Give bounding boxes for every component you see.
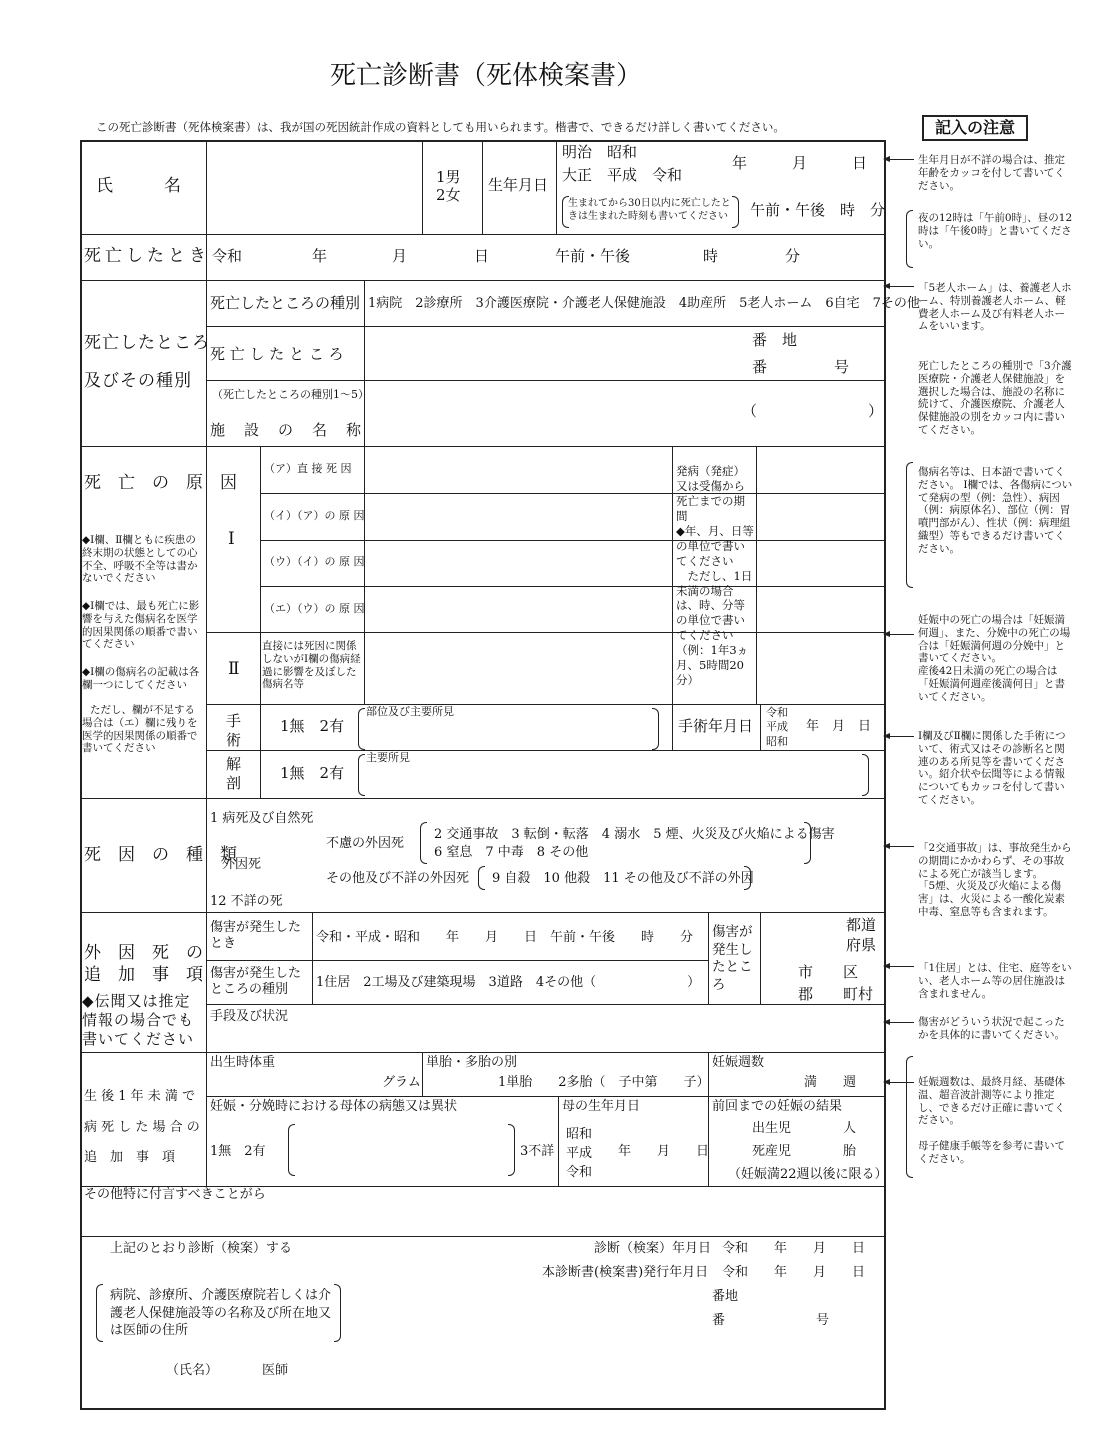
- cause-ii-field[interactable]: [366, 634, 670, 702]
- name-field[interactable]: [202, 141, 422, 233]
- accident-label: 不慮の外因死: [326, 836, 405, 851]
- birth-eras-1[interactable]: 明治 昭和: [562, 143, 638, 161]
- birth-ymd[interactable]: 年 月 日: [732, 154, 868, 172]
- note-nursing-home: 「5老人ホーム」は、養護老人ホーム、特別養護老人ホーム、軽費老人ホーム及び有料老人ホームをいいます。: [918, 282, 1072, 333]
- note-facility: 死亡したところの種別で「3介護医療院・介護老人保健施設」を選択した場合は、施設の名称に続けて、介護医療院、介護老人保健施設の別をカッコ内に書いてください。: [918, 360, 1072, 436]
- injury-time-value[interactable]: 令和・平成・昭和 年 月 日 午前・午後 時 分: [316, 930, 694, 945]
- death-place-type-label: 死亡したところの種別: [210, 294, 361, 312]
- doctor-label: 医師: [262, 1363, 289, 1378]
- death-place-address-field[interactable]: [366, 328, 746, 378]
- sex-options[interactable]: 1男 2女: [436, 168, 461, 204]
- born-time[interactable]: 午前・午後 時 分: [750, 201, 886, 219]
- autopsy-findings-field[interactable]: [366, 766, 860, 794]
- other-label: その他特に付言すべきことがら: [84, 1187, 266, 1202]
- infant-label: 生 後 1 年 未 満 で 病 死 し た 場 合 の 追 加 事 項: [84, 1089, 200, 1166]
- prev-live-birth[interactable]: 出生児 人: [752, 1121, 857, 1136]
- banchi-label: 番 地: [752, 331, 798, 349]
- mother-birth-ymd[interactable]: 年 月 日: [618, 1144, 710, 1159]
- surgery-options[interactable]: 1無 2有: [280, 717, 345, 735]
- issue-date-label: 本診断書(検案書)発行年月日: [542, 1265, 709, 1280]
- death-place-label-1: 死亡したところ: [84, 333, 210, 353]
- cause-type-external: 外因死: [222, 857, 262, 872]
- birth-weight-unit[interactable]: グラム: [382, 1075, 421, 1090]
- hospital-note: 病院、診療所、介護医療院若しくは介護老人保健施設等の名称及び所在地又は医師の住所: [110, 1288, 332, 1339]
- birth-label: 生年月日: [488, 176, 549, 194]
- surgery-date-label: 手術年月日: [678, 717, 754, 735]
- note-method: 傷害がどういう状況で起こったかを具体的に書いてください。: [918, 1016, 1065, 1041]
- note-residence: 「1住居」とは、住宅、庭等をいい、老人ホーム等の居住施設は含まれません。: [918, 962, 1072, 1000]
- other-external-options[interactable]: 9 自殺 10 他殺 11 その他及び不詳の外因: [492, 871, 754, 886]
- hospital-address-field[interactable]: [356, 1284, 696, 1340]
- injury-pref[interactable]: 都道 府県: [846, 916, 877, 954]
- cause-c-field[interactable]: [366, 542, 670, 585]
- cause-note-2: ◆Ⅰ欄では、最も死亡に影響を与えた傷病名を医学的因果関係の順番で書いてください: [82, 600, 200, 651]
- death-minute[interactable]: 分: [785, 247, 801, 265]
- note-arrow: [884, 846, 914, 847]
- note-arrow: [884, 1022, 914, 1023]
- death-era[interactable]: 令和: [212, 247, 243, 265]
- cause-roman-1: Ⅰ: [228, 529, 235, 549]
- facility-paren-close: ）: [868, 402, 884, 420]
- cause-type-label: 死 因 の 種 類: [84, 845, 237, 865]
- surgery-findings-field[interactable]: [366, 720, 650, 748]
- go-label: 号: [834, 358, 850, 376]
- cause-type-natural[interactable]: 1 病死及び自然死: [210, 811, 314, 826]
- injury-time-label: 傷害が発生したとき: [210, 920, 302, 952]
- surgery-eras[interactable]: 令和 平成 昭和: [766, 706, 788, 748]
- method-field[interactable]: [210, 1026, 880, 1050]
- cause-type-unknown[interactable]: 12 不詳の死: [210, 894, 283, 909]
- multiple-label: 単胎・多胎の別: [426, 1055, 518, 1070]
- injury-city[interactable]: 市 区 郡 町村: [798, 963, 874, 1003]
- death-hour[interactable]: 時: [703, 247, 719, 265]
- sign-ban: 番: [712, 1313, 726, 1328]
- accident-options-1[interactable]: 2 交通事故 3 転倒・転落 4 溺水 5 煙、火災及び火焔による傷害: [434, 827, 835, 842]
- period-note: 発病（発症）又は受傷から死亡までの期間 ◆年、月、日等の単位で書いてください ただし、1日未満の場合は、時、分等の単位で書いてください （例：1年3ヵ月、5時間20分）: [676, 464, 754, 688]
- mother-birth-label: 母の生年月日: [562, 1099, 641, 1114]
- accident-options-2[interactable]: 6 窒息 7 中毒 8 その他: [434, 845, 589, 860]
- birth-weight-label: 出生時体重: [210, 1055, 276, 1070]
- multiple-options[interactable]: 1単胎 2多胎（ 子中第 子）: [498, 1075, 710, 1090]
- note-arrow: [884, 736, 914, 737]
- facility-label: 施 設 の 名 称: [210, 421, 364, 439]
- mother-birth-eras[interactable]: 昭和 平成 令和: [566, 1127, 593, 1180]
- cause-d-field[interactable]: [366, 588, 670, 631]
- note-traffic: 「2交通事故」は、事故発生からの期間にかかわらず、その事故による死亡が該当します。 「5煙、火災及び火焔による傷害」は、火災による一酸化炭素中毒、窒息等も含まれます。: [918, 842, 1072, 918]
- death-ampm[interactable]: 午前・午後: [555, 247, 631, 265]
- cause-roman-2: Ⅱ: [228, 659, 240, 679]
- prev-stillbirth[interactable]: 死産児 胎: [752, 1144, 857, 1159]
- mother-condition-field[interactable]: [296, 1124, 506, 1174]
- note-arrow: [884, 966, 914, 967]
- external-label: 外 因 死 の 追 加 事 項: [84, 943, 203, 986]
- surgery-label: 手 術: [226, 712, 242, 749]
- prev-pregnancy-label: 前回までの妊娠の結果: [712, 1099, 843, 1114]
- name-label: 氏 名: [96, 176, 181, 196]
- facility-note: （死亡したところの種別1～5）: [212, 388, 369, 401]
- death-time-label: 死亡したとき: [84, 246, 210, 266]
- death-place-type-options[interactable]: 1病院 2診療所 3介護医療院・介護老人保健施設 4助産所 5老人ホーム 6自宅 7その他: [368, 296, 920, 311]
- gestation-weeks-unit[interactable]: 満 週: [804, 1075, 857, 1090]
- note-birth: 生年月日が不詳の場合は、推定年齢をカッコを付して書いてください。: [918, 154, 1065, 192]
- other-external-label: その他及び不詳の外因死: [326, 871, 470, 886]
- diagnosis-date-label: 診断（検案）年月日: [594, 1241, 712, 1256]
- cause-note-4: ただし、欄が不足する場合は（エ）欄に残りを医学的因果関係の順番で書いてください: [82, 704, 198, 755]
- cause-label: 死 亡 の 原 因: [84, 473, 237, 493]
- autopsy-options[interactable]: 1無 2有: [280, 764, 345, 782]
- issue-date-value[interactable]: 令和 年 月 日: [722, 1265, 866, 1280]
- death-place-label-2: 及びその種別: [84, 371, 192, 391]
- injury-place-label: 傷害が発生したところの種別: [210, 966, 302, 998]
- cause-a-label: （ア）直 接 死 因: [264, 462, 352, 475]
- death-year[interactable]: 年: [312, 247, 328, 265]
- born-note: 生まれてから30日以内に死亡したと きは生まれた時刻も書いてください: [568, 198, 731, 222]
- cause-a-field[interactable]: [366, 448, 670, 492]
- facility-paren-open: （: [742, 402, 758, 420]
- cause-d-label: （エ）（ウ）の 原 因: [264, 602, 365, 615]
- cause-c-label: （ウ）（イ）の 原 因: [264, 555, 365, 568]
- cause-b-field[interactable]: [366, 495, 670, 539]
- note-pregnancy: 妊娠中の死亡の場合は「妊娠満何週」、また、分娩中の死亡の場合は「妊娠満何週の分娩中」と書いてください。 産後42日未満の死亡の場合は「妊娠満何週産後満何日」と書いてください。: [918, 614, 1071, 703]
- cause-b-label: （イ）（ア）の 原 因: [264, 509, 365, 522]
- diagnosis-date-value[interactable]: 令和 年 月 日: [722, 1241, 866, 1256]
- guide-label: 記入の注意: [922, 115, 1028, 141]
- birth-eras-2[interactable]: 大正 平成 令和: [562, 166, 683, 184]
- sign-banchi: 番地: [712, 1289, 739, 1304]
- note-surgery: Ⅰ欄及びⅡ欄に関係した手術について、術式又はその診断名と関連のある所見等を書いてください。紹介状や伝聞等による情報についてもカッコを付して書いてください。: [918, 730, 1066, 806]
- note-arrow: [884, 286, 914, 287]
- mother-condition-label: 妊娠・分娩時における母体の病態又は異状: [210, 1099, 458, 1114]
- note-arrow: [884, 634, 914, 635]
- doctor-name-label: （氏名）: [166, 1363, 219, 1378]
- cause-ii-note: 直接には死因に関係しないがⅠ欄の傷病経過に影響を及ぼした傷病名等: [262, 640, 361, 691]
- facility-name-field[interactable]: [366, 384, 876, 444]
- injury-place-options[interactable]: 1住居 2工場及び建築現場 3道路 4その他（ ）: [316, 975, 701, 990]
- autopsy-findings-label: 主要所見: [366, 751, 410, 764]
- note-arrow: [884, 159, 914, 160]
- method-label: 手段及び状況: [210, 1009, 289, 1024]
- death-place-address-label: 死 亡 し た と こ ろ: [210, 345, 344, 363]
- note-gestation: 妊娠週数は、最終月経、基礎体温、超音波計測等により推定し、できるだけ正確に書いてください。 母子健康手帳等を参考に書いてください。: [918, 1076, 1065, 1165]
- page-title: 死亡診断書（死体検案書）: [330, 61, 643, 91]
- note-arrow: [884, 1082, 914, 1083]
- note-midnight: 夜の12時は「午前0時」、昼の12時は「午後0時」と書いてください。: [918, 212, 1073, 250]
- signature-statement: 上記のとおり診断（検案）する: [110, 1241, 293, 1256]
- external-note: ◆伝聞又は推定情報の場合でも書いてください: [82, 992, 195, 1048]
- sign-go: 号: [816, 1313, 830, 1328]
- intro-text: この死亡診断書（死体検案書）は、我が国の死因統計作成の資料としても用いられます。楷書で、できるだけ詳しく書いてください。: [96, 120, 785, 134]
- mother-condition-opts[interactable]: 1無 2有: [210, 1144, 266, 1159]
- surgery-ymd[interactable]: 年 月 日: [806, 719, 872, 734]
- doctor-name-field[interactable]: [214, 1358, 254, 1382]
- death-day[interactable]: 日: [474, 247, 490, 265]
- other-field[interactable]: [84, 1206, 880, 1234]
- surgery-findings-label: 部位及び主要所見: [366, 705, 454, 718]
- cause-note-1: ◆Ⅰ欄、Ⅱ欄ともに疾患の終末期の状態としての心不全、呼吸不全等は書かないでください: [82, 534, 198, 585]
- mother-condition-unknown[interactable]: 3不詳: [520, 1144, 555, 1159]
- note-disease: 傷病名等は、日本語で書いてください。 Ⅰ欄では、各傷病について発病の型（例：急性）、病因（例：病原体名）、部位（例：胃噴門部がん）、性状（例：病理組織型）等もできるだけ書いてください。: [918, 466, 1073, 555]
- gestation-weeks-label: 妊娠週数: [712, 1055, 765, 1070]
- cause-note-3: ◆Ⅰ欄の傷病名の記載は各欄一つにしてください: [82, 666, 200, 691]
- injury-where-label: 傷害が発生したところ: [712, 924, 753, 993]
- ban-label: 番: [752, 358, 768, 376]
- prev-note: （妊娠満22週以後に限る）: [728, 1167, 888, 1182]
- autopsy-label: 解 剖: [226, 755, 242, 792]
- death-month[interactable]: 月: [392, 247, 408, 265]
